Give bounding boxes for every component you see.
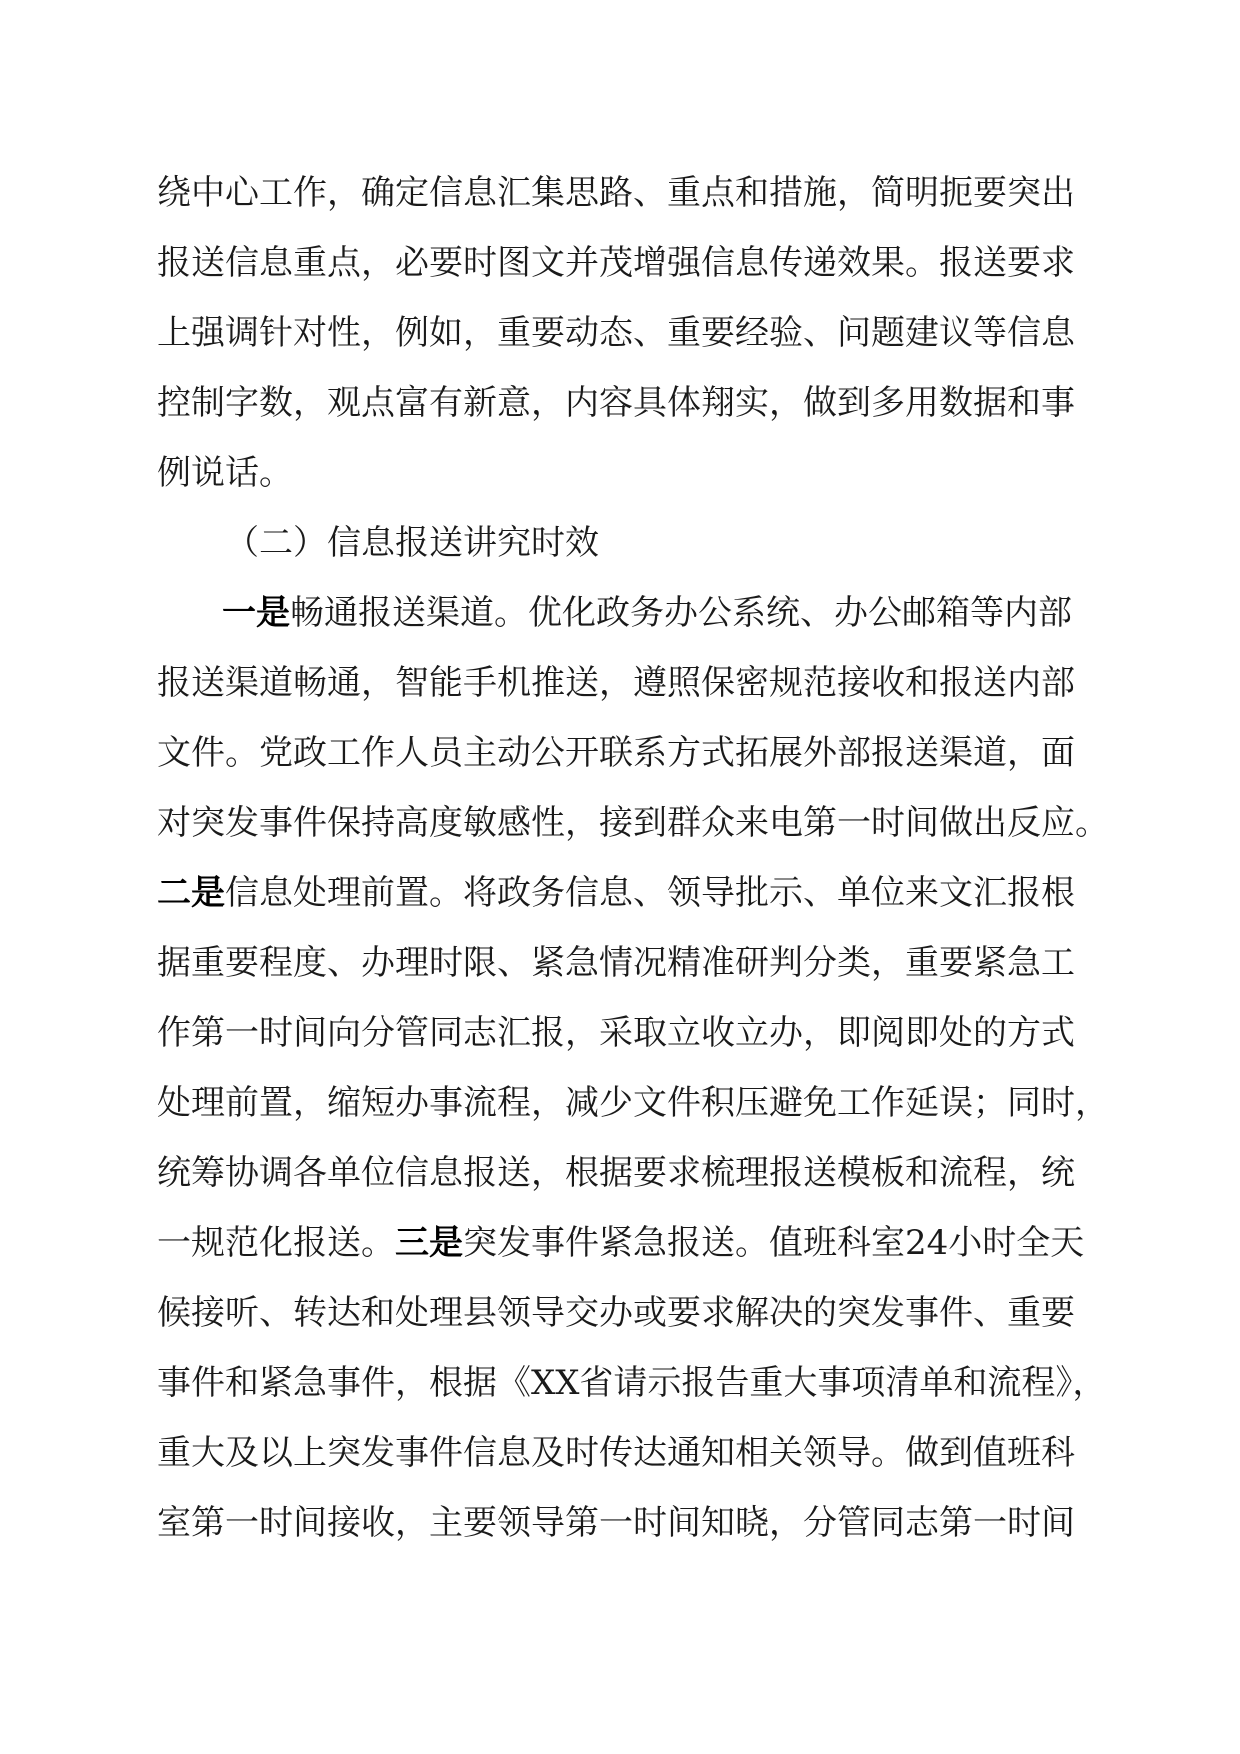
emphasis-third: 三是	[395, 1223, 463, 1263]
paragraph-line: 事件和紧急事件，根据《XX省请示报告重大事项清单和流程》，	[157, 1363, 1107, 1403]
paragraph-line: 例说话。	[157, 453, 293, 493]
emphasis-first: 一是	[222, 593, 290, 633]
line-text: 突发事件紧急报送。值班科室24小时全天	[463, 1223, 1085, 1263]
paragraph-line: 对突发事件保持高度敏感性，接到群众来电第一时间做出反应。	[157, 803, 1109, 843]
paragraph-line	[157, 1208, 1087, 1278]
paragraph-line: 统筹协调各单位信息报送，根据要求梳理报送模板和流程，统	[157, 1153, 1075, 1193]
paragraph-line	[222, 578, 1152, 648]
paragraph-line: 报送渠道畅通，智能手机推送，遵照保密规范接收和报送内部	[157, 663, 1075, 703]
paragraph-line: 处理前置，缩短办事流程，减少文件积压避免工作延误；同时，	[157, 1083, 1109, 1123]
paragraph-line: 重大及以上突发事件信息及时传达通知相关领导。做到值班科	[157, 1433, 1075, 1473]
line-text: 一规范化报送。	[157, 1223, 395, 1263]
section-heading: （二）信息报送讲究时效	[225, 523, 599, 563]
paragraph-line: 候接听、转达和处理县领导交办或要求解决的突发事件、重要	[157, 1293, 1075, 1333]
paragraph-line: 上强调针对性，例如，重要动态、重要经验、问题建议等信息	[157, 313, 1075, 353]
paragraph-line: 报送信息重点，必要时图文并茂增强信息传递效果。报送要求	[157, 243, 1075, 283]
paragraph-line: 作第一时间向分管同志汇报，采取立收立办，即阅即处的方式	[157, 1013, 1075, 1053]
paragraph-line: 据重要程度、办理时限、紧急情况精准研判分类，重要紧急工	[157, 943, 1075, 983]
line-text: 信息处理前置。将政务信息、领导批示、单位来文汇报根	[225, 873, 1075, 913]
emphasis-second: 二是	[157, 873, 225, 913]
paragraph-line: 绕中心工作，确定信息汇集思路、重点和措施，简明扼要突出	[157, 173, 1075, 213]
paragraph-line: 控制字数，观点富有新意，内容具体翔实，做到多用数据和事	[157, 383, 1075, 423]
paragraph-line: 室第一时间接收，主要领导第一时间知晓，分管同志第一时间	[157, 1503, 1075, 1543]
paragraph-line: 文件。党政工作人员主动公开联系方式拓展外部报送渠道，面	[157, 733, 1075, 773]
paragraph-line	[157, 858, 1087, 928]
line-text: 畅通报送渠道。优化政务办公系统、办公邮箱等内部	[290, 593, 1072, 633]
